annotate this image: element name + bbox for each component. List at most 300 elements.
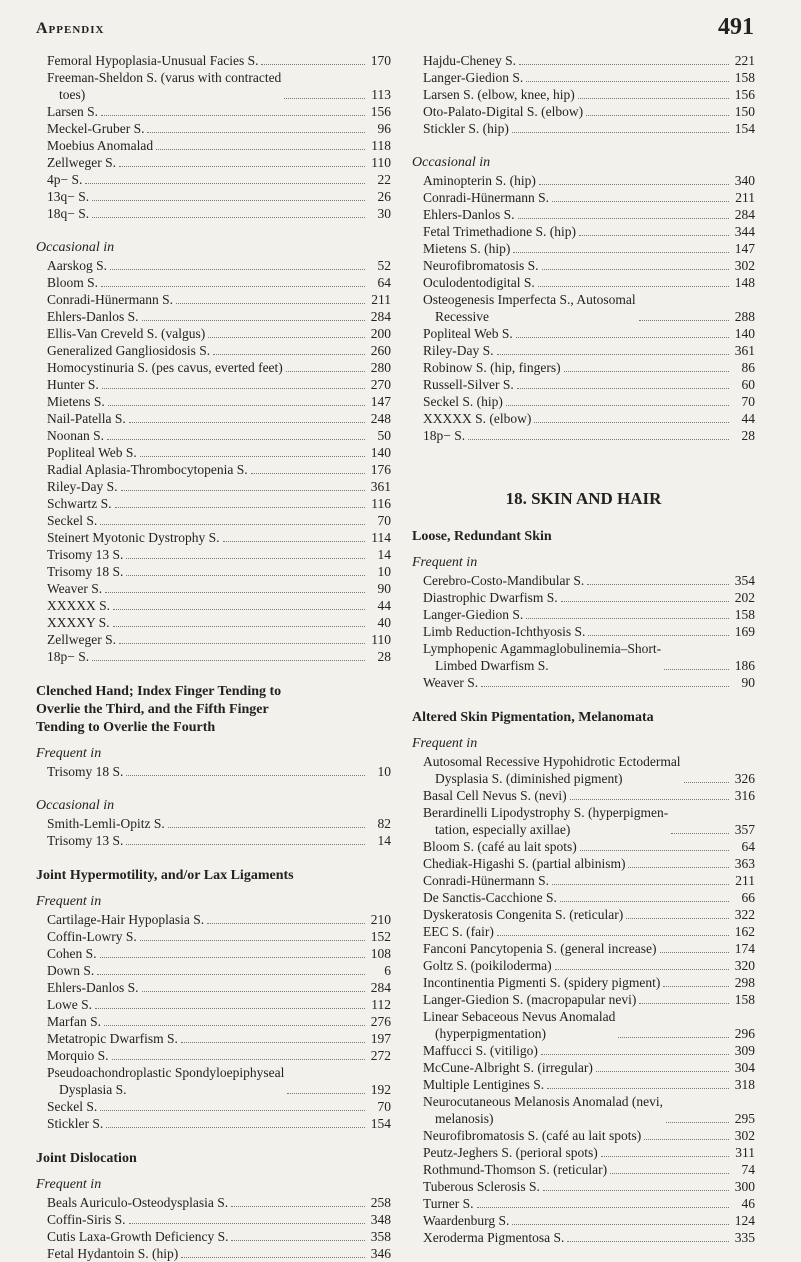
frequent-label: Frequent in xyxy=(412,736,478,751)
entry-page-number: 197 xyxy=(370,1031,391,1046)
entry-page-number: 46 xyxy=(741,1196,755,1211)
index-entry xyxy=(36,631,391,648)
dot-leader xyxy=(106,1127,365,1128)
entry-page-number: 10 xyxy=(377,764,391,779)
entry-page-number: 150 xyxy=(734,104,755,119)
index-entry xyxy=(412,120,755,137)
dot-leader xyxy=(610,1173,729,1174)
entry-name xyxy=(47,529,220,546)
dot-leader xyxy=(497,935,729,936)
entry-name-text: Down S. xyxy=(47,963,95,978)
entry-name xyxy=(47,1098,97,1115)
entry-name-text: Freeman-Sheldon S. (varus with contracted xyxy=(47,70,282,85)
entry-name-text: Cerebro-Costo-Mandibular S. xyxy=(423,573,585,588)
entry-name-text: Maffucci S. (vitiligo) xyxy=(423,1043,538,1058)
dot-leader xyxy=(481,686,729,687)
dot-leader xyxy=(101,115,365,116)
index-entry xyxy=(412,189,755,206)
entry-name xyxy=(47,325,205,342)
dot-leader xyxy=(207,923,365,924)
dot-leader xyxy=(287,1093,365,1094)
entry-name xyxy=(423,872,549,889)
dot-leader xyxy=(660,952,729,953)
entry-page-number: 14 xyxy=(377,833,391,848)
index-entry xyxy=(36,832,391,849)
entry-name-text: Diastrophic Dwarfism S. xyxy=(423,590,558,605)
list-occasional-right xyxy=(412,172,755,444)
entry-name xyxy=(423,1042,538,1059)
index-entry xyxy=(412,1178,755,1195)
entry-name-text: 18q− S. xyxy=(47,206,90,221)
dot-leader xyxy=(100,957,365,958)
entry-page-number: 28 xyxy=(741,428,755,443)
entry-name-text: Schwartz S. xyxy=(47,496,112,511)
dot-leader xyxy=(538,286,729,287)
entry-name-text: Noonan S. xyxy=(47,428,104,443)
entry-name-text: Popliteal Web S. xyxy=(47,445,137,460)
list-pigment-frequent xyxy=(412,753,755,1246)
index-entry xyxy=(36,103,391,120)
index-entry xyxy=(412,623,755,640)
index-entry xyxy=(412,1093,755,1127)
dot-leader xyxy=(586,115,729,116)
entry-name-text: Pseudoachondroplastic Spondyloepiphyseal xyxy=(47,1065,285,1080)
entry-name xyxy=(423,359,561,376)
entry-name-text: Meckel-Gruber S. xyxy=(47,121,145,136)
entry-page-number: 284 xyxy=(370,980,391,995)
entry-page-number: 50 xyxy=(377,428,391,443)
entry-name-text: Riley-Day S. xyxy=(423,343,494,358)
entry-name-text: Generalized Gangliosidosis S. xyxy=(47,343,211,358)
entry-name xyxy=(47,342,210,359)
index-entry xyxy=(412,1195,755,1212)
entry-name xyxy=(47,154,116,171)
dot-leader xyxy=(261,64,365,65)
entry-name xyxy=(47,597,110,614)
entry-page-number: 284 xyxy=(370,309,391,324)
entry-name xyxy=(423,991,636,1008)
entry-page-number: 14 xyxy=(377,547,391,562)
dot-leader xyxy=(601,1156,729,1157)
entry-name xyxy=(47,291,173,308)
entry-page-number: 326 xyxy=(734,771,755,786)
index-entry xyxy=(412,291,755,325)
dot-leader xyxy=(684,782,729,783)
index-entry xyxy=(412,872,755,889)
entry-page-number: 260 xyxy=(370,343,391,358)
dot-leader xyxy=(578,98,729,99)
index-entry xyxy=(412,753,755,787)
dot-leader xyxy=(121,490,366,491)
entry-page-number: 162 xyxy=(734,924,755,939)
dot-leader xyxy=(526,618,729,619)
entry-name-text: De Sanctis-Cacchione S. xyxy=(423,890,557,905)
index-entry xyxy=(412,606,755,623)
entry-page-number: 10 xyxy=(377,564,391,579)
index-entry xyxy=(412,923,755,940)
section-title: Clenched Hand; Index Finger Tending to xyxy=(36,684,282,699)
dot-leader xyxy=(105,592,365,593)
dot-leader xyxy=(92,200,365,201)
entry-page-number: 318 xyxy=(734,1077,755,1092)
dot-leader xyxy=(547,1088,729,1089)
dot-leader xyxy=(519,64,729,65)
entry-page-number: 174 xyxy=(734,941,755,956)
entry-name xyxy=(47,1245,178,1262)
entry-name-text: Mietens S. (hip) xyxy=(423,241,511,256)
index-entry xyxy=(412,940,755,957)
dot-leader xyxy=(208,337,365,338)
dot-leader xyxy=(564,371,729,372)
dot-leader xyxy=(126,844,365,845)
index-entry xyxy=(412,240,755,257)
entry-name-continuation: tation, especially axillae) xyxy=(435,822,571,837)
entry-name-text: Coffin-Siris S. xyxy=(47,1212,126,1227)
entry-name-continuation: Limbed Dwarfism S. xyxy=(435,658,549,673)
list-loose-frequent xyxy=(412,572,755,691)
entry-page-number: 340 xyxy=(734,173,755,188)
entry-page-number: 44 xyxy=(741,411,755,426)
entry-page-number: 124 xyxy=(734,1213,755,1228)
entry-page-number: 156 xyxy=(370,104,391,119)
entry-name xyxy=(47,580,102,597)
index-entry xyxy=(412,206,755,223)
entry-name-text: Bloom S. (café au lait spots) xyxy=(423,839,577,854)
occasional-label: Occasional in xyxy=(412,155,491,170)
entry-name xyxy=(423,906,623,923)
entry-name xyxy=(47,815,165,832)
entry-name-text: Zellweger S. xyxy=(47,155,116,170)
index-entry xyxy=(412,674,755,691)
entry-name xyxy=(423,1212,509,1229)
entry-page-number: 140 xyxy=(370,445,391,460)
entry-name-text: Trisomy 18 S. xyxy=(47,564,124,579)
dot-leader xyxy=(517,388,729,389)
dot-leader xyxy=(626,918,729,919)
dot-leader xyxy=(107,439,365,440)
dot-leader xyxy=(223,541,366,542)
entry-page-number: 361 xyxy=(370,479,391,494)
entry-page-number: 276 xyxy=(370,1014,391,1029)
entry-name xyxy=(423,787,567,804)
entry-page-number: 202 xyxy=(734,590,755,605)
entry-page-number: 66 xyxy=(741,890,755,905)
entry-page-number: 70 xyxy=(377,513,391,528)
entry-name xyxy=(47,614,110,631)
dot-leader xyxy=(663,986,729,987)
entry-name xyxy=(47,1013,101,1030)
entry-page-number: 52 xyxy=(377,258,391,273)
entry-page-number: 22 xyxy=(377,172,391,187)
index-entry xyxy=(36,52,391,69)
index-entry xyxy=(412,572,755,589)
section-clenched-hand xyxy=(36,683,391,849)
entry-page-number: 357 xyxy=(734,822,755,837)
frequent-label: Frequent in xyxy=(412,555,478,570)
index-entry xyxy=(36,69,391,103)
entry-name xyxy=(423,223,576,240)
entry-name-text: McCune-Albright S. (irregular) xyxy=(423,1060,593,1075)
entry-name-text: 18p− S. xyxy=(47,649,90,664)
dot-leader xyxy=(542,269,730,270)
entry-name xyxy=(423,120,509,137)
left-column xyxy=(36,52,391,1262)
entry-name xyxy=(423,86,575,103)
dot-leader xyxy=(477,1207,729,1208)
entry-name xyxy=(47,205,89,222)
entry-name-text: Radial Aplasia-Thrombocytopenia S. xyxy=(47,462,248,477)
index-entry xyxy=(36,308,391,325)
index-entry xyxy=(412,1076,755,1093)
dot-leader xyxy=(541,1054,729,1055)
entry-name xyxy=(47,257,107,274)
dot-leader xyxy=(113,609,365,610)
index-entry xyxy=(36,928,391,945)
entry-name xyxy=(423,1229,564,1246)
entry-name-text: Oto-Palato-Digital S. (elbow) xyxy=(423,104,584,119)
entry-page-number: 70 xyxy=(377,1099,391,1114)
dot-leader xyxy=(567,1241,729,1242)
dot-leader xyxy=(284,98,365,99)
entry-name xyxy=(423,172,536,189)
dot-leader xyxy=(512,132,729,133)
entry-name xyxy=(423,606,523,623)
entry-page-number: 248 xyxy=(370,411,391,426)
frequent-label: Frequent in xyxy=(36,894,102,909)
entry-name-text: Rothmund-Thomson S. (reticular) xyxy=(423,1162,608,1177)
index-entry xyxy=(36,1211,391,1228)
entry-name-text: Morquio S. xyxy=(47,1048,109,1063)
entry-name xyxy=(423,674,478,691)
entry-name-text: EEC S. (fair) xyxy=(423,924,494,939)
entry-name-text: Neurocutaneous Melanosis Anomalad (nevi, xyxy=(423,1094,663,1109)
entry-name xyxy=(47,103,98,120)
entry-page-number: 309 xyxy=(734,1043,755,1058)
index-entry xyxy=(412,410,755,427)
index-entry xyxy=(412,257,755,274)
index-entry xyxy=(36,154,391,171)
dot-leader xyxy=(552,201,729,202)
dot-leader xyxy=(639,320,729,321)
entry-page-number: 110 xyxy=(371,632,391,647)
entry-name xyxy=(47,1047,109,1064)
entry-name-text: Larsen S. (elbow, knee, hip) xyxy=(423,87,575,102)
right-column xyxy=(412,52,755,1246)
entry-name-text: Russell-Silver S. xyxy=(423,377,514,392)
entry-name xyxy=(423,572,584,589)
section-title: Overlie the Third, and the Fifth Finger xyxy=(36,702,269,717)
entry-name xyxy=(423,52,516,69)
entry-page-number: 302 xyxy=(734,258,755,273)
entry-name xyxy=(423,393,503,410)
entry-name-text: Stickler S. xyxy=(47,1116,104,1131)
entry-page-number: 96 xyxy=(377,121,391,136)
entry-page-number: 152 xyxy=(370,929,391,944)
entry-name-text: Mietens S. xyxy=(47,394,105,409)
entry-page-number: 28 xyxy=(377,649,391,664)
dot-leader xyxy=(102,388,365,389)
entry-page-number: 148 xyxy=(734,275,755,290)
entry-page-number: 354 xyxy=(734,573,755,588)
entry-name xyxy=(47,1064,284,1098)
entry-name xyxy=(423,1093,663,1127)
dot-leader xyxy=(104,1025,365,1026)
entry-page-number: 90 xyxy=(377,581,391,596)
dot-leader xyxy=(126,575,365,576)
index-entry xyxy=(36,1245,391,1262)
entry-name-text: Seckel S. xyxy=(47,1099,98,1114)
index-entry xyxy=(412,103,755,120)
entry-name xyxy=(423,274,535,291)
dot-leader xyxy=(92,217,365,218)
entry-name xyxy=(423,623,585,640)
dot-leader xyxy=(561,601,729,602)
entry-name-text: Beals Auriculo-Osteodysplasia S. xyxy=(47,1195,229,1210)
entry-name-text: Ehlers-Danlos S. xyxy=(47,980,139,995)
entry-name xyxy=(423,69,523,86)
dot-leader xyxy=(176,303,365,304)
dot-leader xyxy=(142,991,366,992)
entry-name xyxy=(47,120,144,137)
entry-name-text: XXXXX S. (elbow) xyxy=(423,411,532,426)
entry-page-number: 280 xyxy=(370,360,391,375)
list-occasional-left xyxy=(36,257,391,665)
entry-name-text: Tuberous Sclerosis S. xyxy=(423,1179,540,1194)
entry-name xyxy=(423,1161,607,1178)
dot-leader xyxy=(142,320,366,321)
entry-name-text: Incontinentia Pigmenti S. (spidery pigment) xyxy=(423,975,661,990)
index-entry xyxy=(36,444,391,461)
entry-name xyxy=(423,189,549,206)
entry-name-text: Conradi-Hünermann S. xyxy=(423,190,549,205)
dot-leader xyxy=(555,969,729,970)
index-entry xyxy=(412,974,755,991)
dot-leader xyxy=(168,827,365,828)
entry-page-number: 118 xyxy=(371,138,391,153)
entry-name xyxy=(423,855,625,872)
entry-page-number: 320 xyxy=(734,958,755,973)
index-entry xyxy=(412,804,755,838)
entry-name-text: 18p− S. xyxy=(423,428,466,443)
dot-leader xyxy=(560,901,729,902)
dot-leader xyxy=(664,669,729,670)
list-clenched-occasional xyxy=(36,815,391,849)
entry-name-text: Seckel S. (hip) xyxy=(423,394,503,409)
entry-name-text: Metatropic Dwarfism S. xyxy=(47,1031,178,1046)
entry-name-text: Conradi-Hünermann S. xyxy=(423,873,549,888)
entry-page-number: 221 xyxy=(734,53,755,68)
entry-name-text: Waardenburg S. xyxy=(423,1213,510,1228)
entry-name xyxy=(423,325,513,342)
dot-leader xyxy=(513,252,729,253)
entry-name xyxy=(47,188,89,205)
occasional-label: Occasional in xyxy=(36,240,115,255)
dot-leader xyxy=(468,439,729,440)
index-entry xyxy=(412,376,755,393)
index-entry xyxy=(36,529,391,546)
entry-name xyxy=(47,962,94,979)
entry-page-number: 82 xyxy=(377,816,391,831)
entry-name xyxy=(423,974,660,991)
index-entry xyxy=(36,1194,391,1211)
entry-page-number: 346 xyxy=(370,1246,391,1261)
index-entry xyxy=(36,291,391,308)
index-entry xyxy=(36,461,391,478)
entry-page-number: 322 xyxy=(734,907,755,922)
entry-name xyxy=(47,945,97,962)
index-entry xyxy=(412,855,755,872)
entry-page-number: 147 xyxy=(734,241,755,256)
entry-name-text: Fanconi Pancytopenia S. (general increase) xyxy=(423,941,657,956)
section-title: Tending to Overlie the Fourth xyxy=(36,720,216,735)
entry-name xyxy=(423,640,661,674)
entry-page-number: 348 xyxy=(370,1212,391,1227)
entry-name xyxy=(423,427,465,444)
dot-leader xyxy=(251,473,365,474)
entry-page-number: 211 xyxy=(735,190,755,205)
entry-name xyxy=(47,546,123,563)
entry-page-number: 140 xyxy=(734,326,755,341)
index-entry xyxy=(36,410,391,427)
entry-name xyxy=(47,495,112,512)
entry-page-number: 114 xyxy=(371,530,391,545)
dot-leader xyxy=(516,337,729,338)
entry-name xyxy=(47,359,283,376)
entry-name-text: Homocystinuria S. (pes cavus, everted feet) xyxy=(47,360,283,375)
entry-name xyxy=(47,376,99,393)
entry-name xyxy=(423,838,577,855)
index-entry xyxy=(412,1144,755,1161)
index-entry xyxy=(412,1008,755,1042)
index-entry xyxy=(36,359,391,376)
dot-leader xyxy=(518,218,730,219)
dot-leader xyxy=(506,405,729,406)
entry-name-text: Langer-Giedion S. xyxy=(423,70,524,85)
entry-name-text: Dyskeratosis Congenita S. (reticular) xyxy=(423,907,624,922)
section-joint-dislocation xyxy=(36,1150,391,1262)
entry-name xyxy=(423,1059,593,1076)
dot-leader xyxy=(671,833,729,834)
entry-name-text: 13q− S. xyxy=(47,189,90,204)
index-entry xyxy=(36,257,391,274)
entry-name-text: Femoral Hypoplasia-Unusual Facies S. xyxy=(47,53,259,68)
entry-name-text: Neurofibromatosis S. (café au lait spots) xyxy=(423,1128,642,1143)
entry-name-text: Langer-Giedion S. (macropapular nevi) xyxy=(423,992,637,1007)
index-entry xyxy=(36,945,391,962)
index-entry xyxy=(36,478,391,495)
frequent-label: Frequent in xyxy=(36,1177,102,1192)
index-entry xyxy=(36,274,391,291)
dot-leader xyxy=(497,354,730,355)
index-entry xyxy=(412,52,755,69)
index-entry xyxy=(36,580,391,597)
dot-leader xyxy=(126,558,365,559)
entry-page-number: 40 xyxy=(377,615,391,630)
entry-name xyxy=(423,376,514,393)
entry-name-text: Ellis-Van Creveld S. (valgus) xyxy=(47,326,206,341)
entry-name-text: Ehlers-Danlos S. xyxy=(423,207,515,222)
list-clenched-frequent xyxy=(36,763,391,780)
index-entry xyxy=(36,137,391,154)
entry-name-text: Limb Reduction-Ichthyosis S. xyxy=(423,624,586,639)
entry-name xyxy=(47,631,116,648)
index-entry xyxy=(36,546,391,563)
entry-page-number: 170 xyxy=(370,53,391,68)
index-entry xyxy=(36,597,391,614)
dot-leader xyxy=(100,524,365,525)
entry-name xyxy=(47,274,98,291)
entry-name xyxy=(423,923,494,940)
